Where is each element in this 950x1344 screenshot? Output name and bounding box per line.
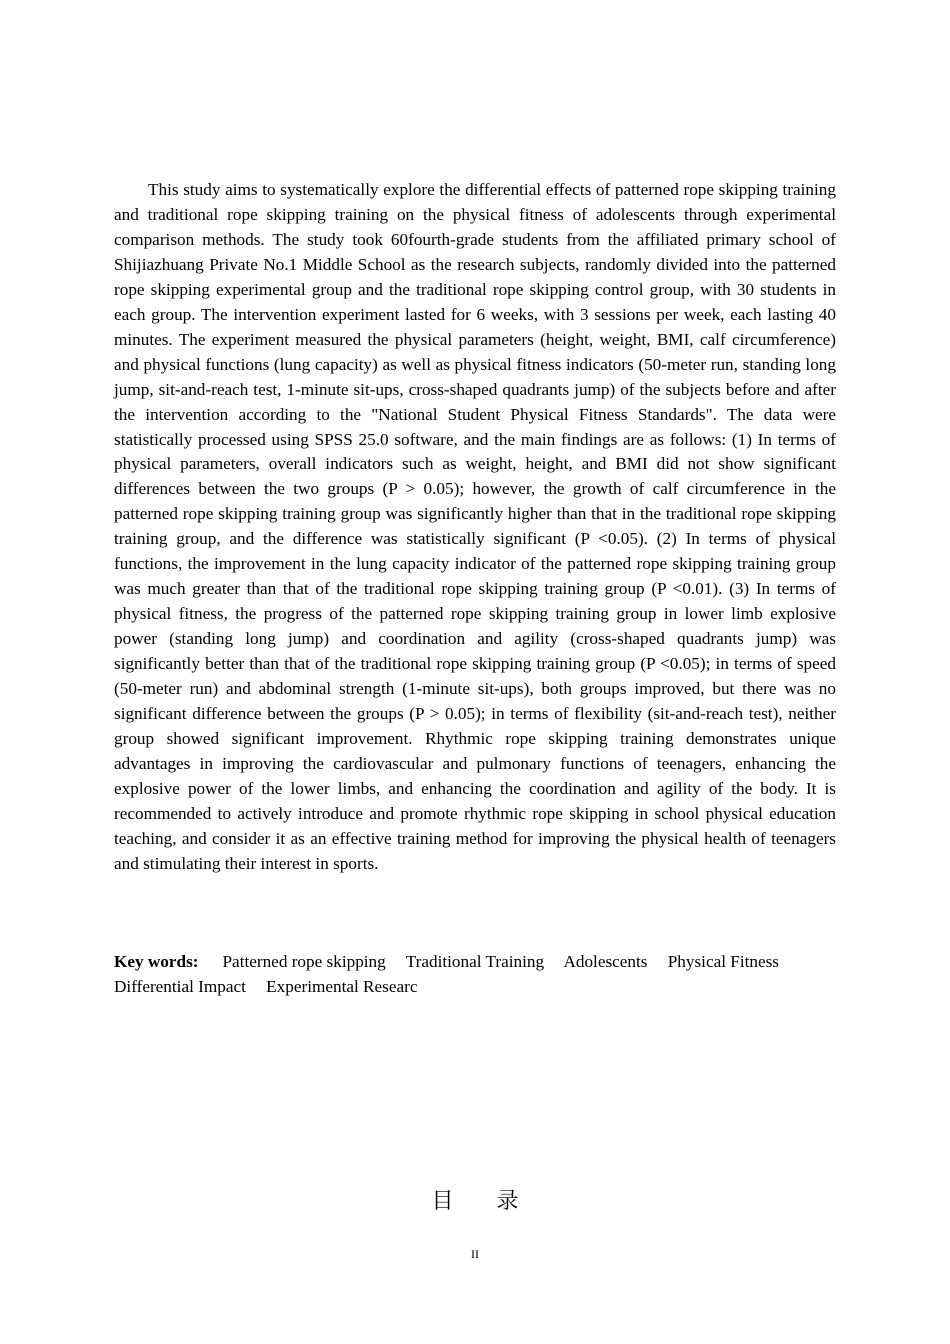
page-number: II [471, 1247, 479, 1261]
keyword-item: Patterned rope skipping [222, 952, 386, 971]
keyword-item: Differential Impact [114, 976, 246, 996]
keywords-label: Key words: [114, 952, 199, 971]
keyword-item: Adolescents [563, 952, 648, 971]
table-of-contents-heading: 目 录 [431, 1189, 537, 1214]
keywords-line [114, 950, 836, 999]
abstract-paragraph: This study aims to systematically explore the differential effects of patterned rope skipping training and traditional rope skipping training on the physical fitness of adolescents through experimental comparison methods. The study took 60fourth-grade students from the affiliated primary school of Shijiazhuang Private No.1 Middle School as the research subjects, randomly divided into the patterned rope skipping experimental group and the traditional rope skipping control group, with 30 students in each group. The intervention experiment lasted for 6 weeks, with 3 sessions per week, each lasting 40 minutes. The experiment measured the physical parameters (height, weight, BMI, calf circumference) and physical functions (lung capacity) as well as physical fitness indicators (50-meter run, standing long jump, sit-and-reach test, 1-minute sit-ups, cross-shaped quadrants jump) of the subjects before and after the intervention according to the "National Student Physical Fitness Standards". The data were statistically processed using SPSS 25.0 software, and the main findings are as follows: (1) In terms of physical parameters, overall indicators such as weight, height, and BMI did not show significant differences between the two groups (P > 0.05); however, the growth of calf circumference in the patterned rope skipping training group was significantly higher than that in the traditional rope skipping training group, and the difference was statistically significant (P <0.05). (2) In terms of physical functions, the improvement in the lung capacity indicator of the patterned rope skipping training group was much greater than that of the traditional rope skipping training group (P <0.01). (3) In terms of physical fitness, the progress of the patterned rope skipping training group in lower limb explosive power (standing long jump) and coordination and agility (cross-shaped quadrants jump) was significantly better than that of the traditional rope skipping training group (P <0.05); in terms of speed (50-meter run) and abdominal strength (1-minute sit-ups), both groups improved, but there was no significant difference between the groups (P > 0.05); in terms of flexibility (sit-and-reach test), neither group showed significant improvement. Rhythmic rope skipping training demonstrates unique advantages in improving the cardiovascular and pulmonary functions of teenagers, enhancing the explosive power of the lower limbs, and enhancing the coordination and agility of the body. It is recommended to actively introduce and promote rhythmic rope skipping in school physical education teaching, and consider it as an effective training method for improving the physical health of teenagers and stimulating their interest in sports. [114, 180, 836, 873]
keyword-item: Physical Fitness [667, 952, 779, 971]
keyword-item: Experimental Researc [266, 976, 418, 996]
keyword-item: Traditional Training [405, 952, 545, 971]
